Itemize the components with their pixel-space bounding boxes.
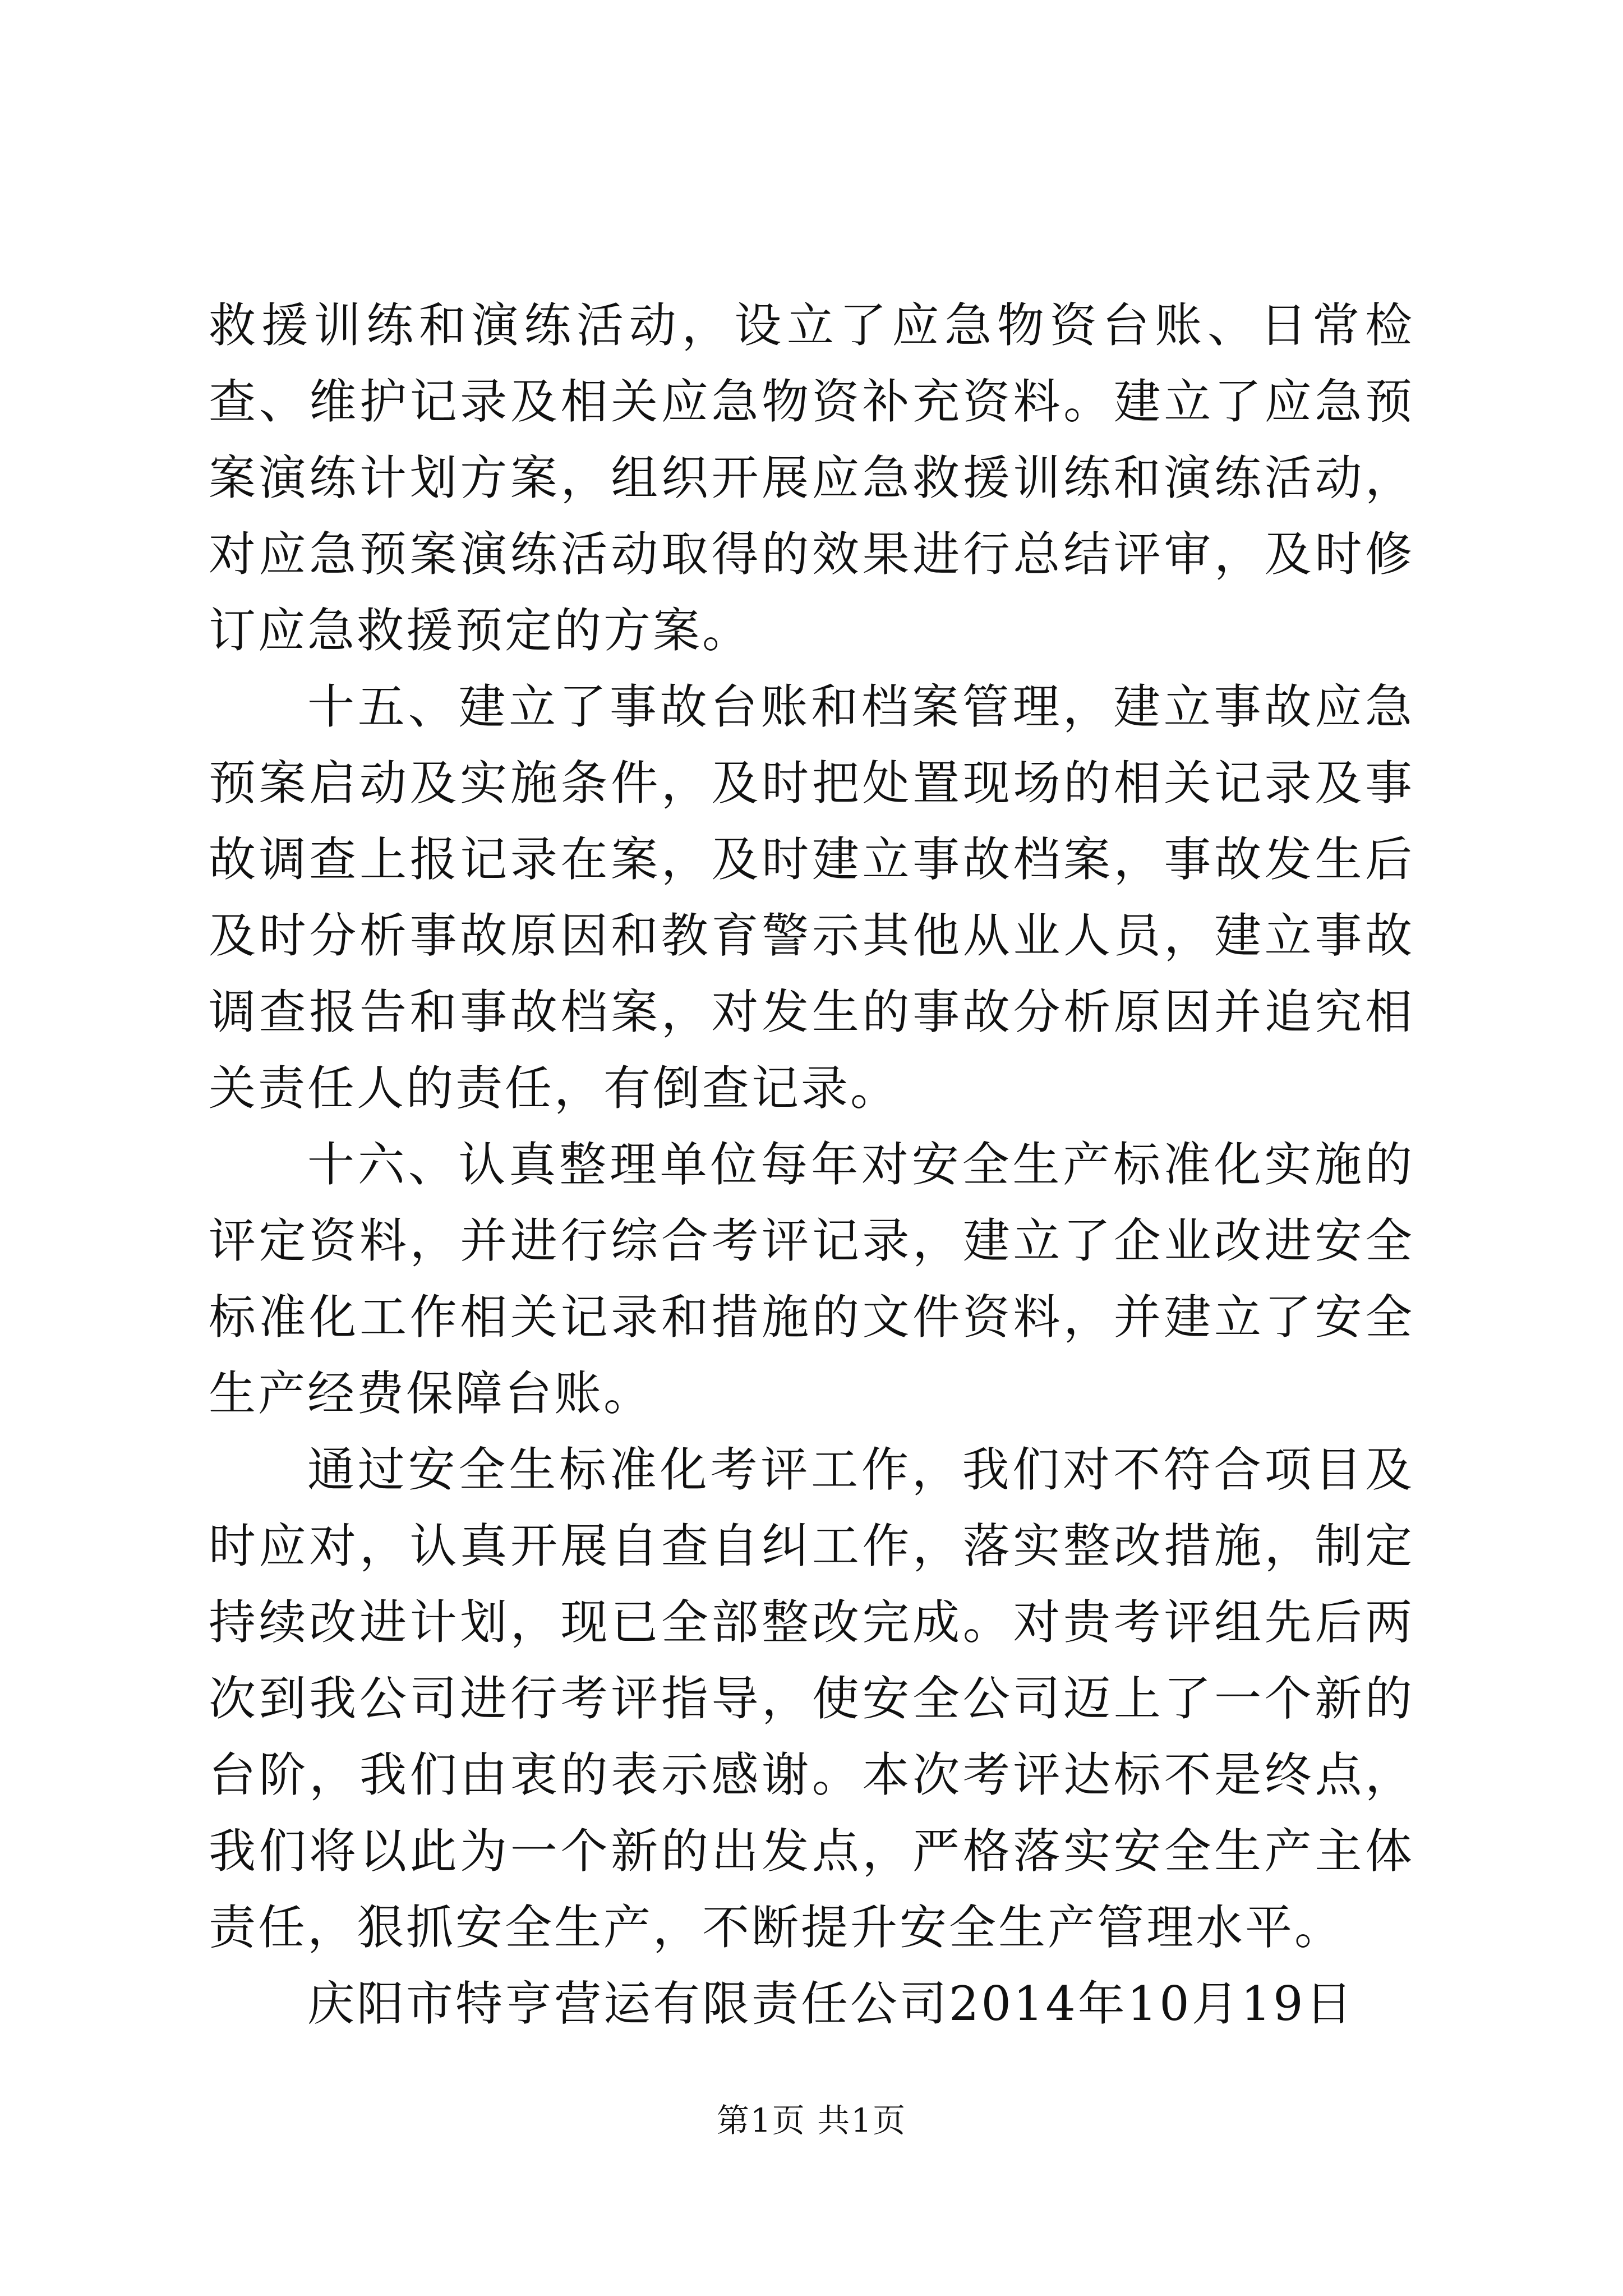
signature-and-date: 庆阳市特亨营运有限责任公司2014年10月19日	[307, 1976, 1355, 2031]
paragraph-conclusion: 通过安全生标准化考评工作，我们对不符合项目及时应对，认真开展自查自纠工作，落实整改措施，制定持续改进计划，现已全部整改完成。对贵考评组先后两次到我公司进行考评指导，使安全公司迈上了一个新的台阶，我们由衷的表示感谢。本次考评达标不是终点，我们将以此为一个新的出发点，严格落实安全生产主体责任，狠抓安全生产，不断提升安全生产管理水平。	[209, 1442, 1414, 1955]
paragraph-continuation: 救援训练和演练活动，设立了应急物资台账、日常检查、维护记录及相关应急物资补充资料。建立了应急预案演练计划方案，组织开展应急救援训练和演练活动，对应急预案演练活动取得的效果进行总结评审，及时修订应急救援预定的方案。	[209, 298, 1414, 658]
page-footer: 第1页 共1页	[716, 2101, 907, 2139]
paragraph-item-15: 十五、建立了事故台账和档案管理，建立事故应急预案启动及实施条件，及时把处置现场的相关记录及事故调查上报记录在案，及时建立事故档案，事故发生后及时分析事故原因和教育警示其他从业人员，建立事故调查报告和事故档案，对发生的事故分析原因并追究相关责任人的责任，有倒查记录。	[209, 679, 1414, 1116]
paragraph-item-16: 十六、认真整理单位每年对安全生产标准化实施的评定资料，并进行综合考评记录，建立了企业改进安全标准化工作相关记录和措施的文件资料，并建立了安全生产经费保障台账。	[209, 1137, 1414, 1421]
document-body	[209, 287, 1414, 2042]
